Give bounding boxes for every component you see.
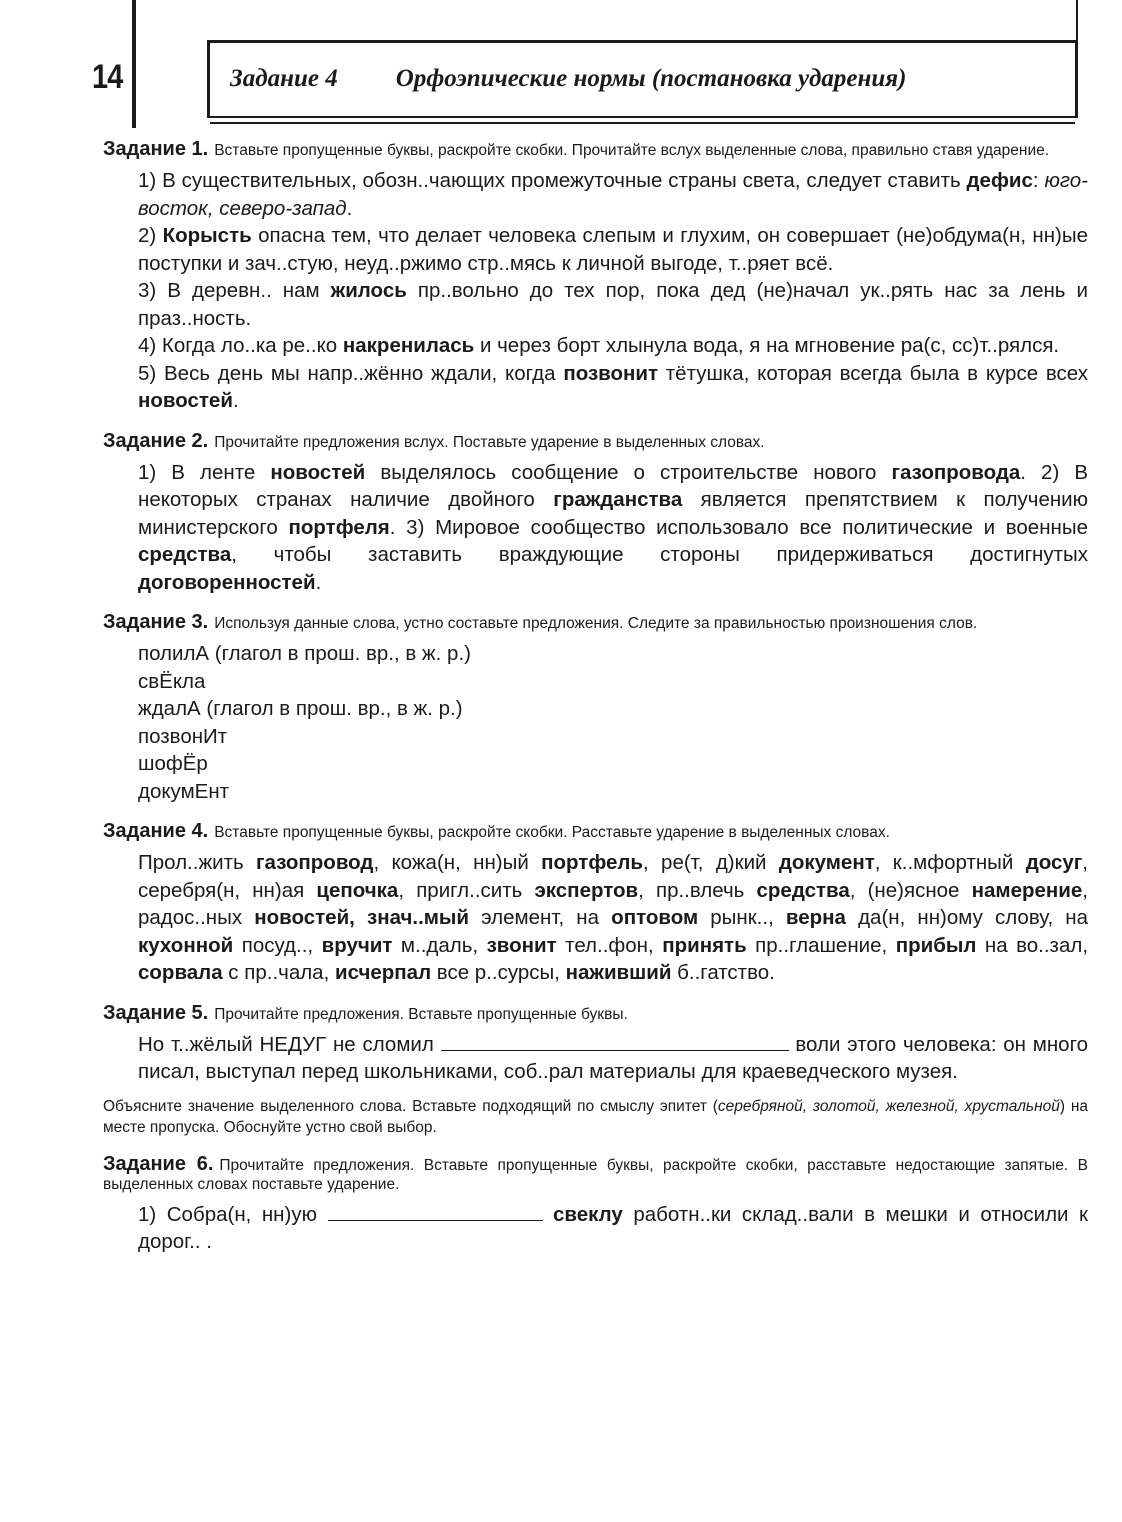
text-run: все р..сурсы, — [431, 961, 566, 984]
emphasized-word: звонит — [486, 933, 557, 957]
text-run: посуд.., — [233, 933, 322, 957]
task-3-word: шофЁр — [138, 752, 208, 775]
emphasized-word: вручит — [321, 933, 393, 957]
text-run: 5) Весь день мы напр..жённо ждали, когда — [138, 361, 564, 385]
task-3-label: Задание 3. — [103, 611, 209, 633]
task-3-word: позвонИт — [138, 724, 228, 748]
task-5-instruction: Прочитайте предложения. Вставьте пропущенные буквы. — [214, 1005, 628, 1023]
emphasized-word: цепочка — [316, 878, 399, 902]
task-3-word: ждалА (глагол в прош. вр., в ж. р.) — [138, 697, 463, 720]
task-3-word-list — [103, 640, 1088, 805]
task-4-text — [138, 849, 1088, 987]
task-2-label: Задание 2. — [103, 429, 209, 452]
task-5-answer-blank[interactable] — [441, 1032, 789, 1051]
task-6-sentence — [138, 1201, 1088, 1256]
task-6-bold-word: свеклу — [553, 1202, 623, 1226]
section-title — [230, 65, 1055, 93]
task-5-note — [103, 1096, 1088, 1138]
task-1-sentence-3 — [138, 277, 1088, 332]
emphasized-word: новостей — [270, 460, 366, 484]
text-run: . 3) Мировое сообщество использовало все политические и военные — [389, 515, 1088, 539]
task-5-sentence-end: воли этого человека: он много писал, выступал перед школьниками, соб..рал материалы для краеведческого музея. — [138, 1032, 1089, 1083]
task-3-word: докумЕнт — [138, 779, 230, 803]
task-1-sentence-2 — [138, 222, 1088, 277]
text-run: элемент, на — [469, 906, 612, 929]
page-content — [103, 140, 1088, 1273]
emphasized-word: новостей — [138, 389, 233, 412]
emphasized-word: исчерпал — [334, 961, 432, 984]
text-run: : — [1032, 169, 1045, 192]
task-4 — [103, 822, 1088, 987]
text-run: м..даль, — [392, 933, 487, 957]
italic-text: юго-восток, северо-запад — [138, 169, 1088, 220]
task-5-heading — [103, 1001, 1088, 1024]
task-4-heading — [103, 822, 1088, 842]
emphasized-word: новостей, знач..мый — [254, 906, 470, 929]
task-5-sentence — [138, 1031, 1088, 1086]
emphasized-word: верна — [785, 906, 846, 929]
emphasized-word: сорвала — [138, 961, 223, 984]
text-run: , пр..влечь — [638, 878, 757, 902]
text-run: , серебря(н, нн)ая — [138, 851, 1088, 902]
emphasized-word: наживший — [565, 961, 672, 984]
task-5-body — [103, 1031, 1088, 1086]
task-2-body — [103, 459, 1088, 597]
task-4-instruction: Вставьте пропущенные буквы, раскройте скобки. Расставьте ударение в выделенных словах. — [214, 824, 890, 841]
task-1-heading — [103, 140, 1088, 160]
emphasized-word: экспертов — [534, 878, 639, 902]
emphasized-word: досуг — [1025, 851, 1083, 874]
emphasized-word: кухонной — [138, 933, 234, 957]
page-number: 14 — [92, 58, 123, 96]
task-6 — [103, 1152, 1089, 1256]
task-2-instruction: Прочитайте предложения вслух. Поставьте ударение в выделенных словах. — [214, 433, 765, 451]
text-run: является препятствием к получению министерского — [138, 488, 1089, 539]
emphasized-word: гражданства — [553, 488, 683, 511]
emphasized-word: газопровода — [891, 460, 1021, 484]
emphasized-word: газопровод — [256, 851, 374, 874]
text-run: , к..мфортный — [874, 851, 1026, 874]
emphasized-word: средства — [138, 543, 232, 566]
text-run: опасна тем, что делает человека слепым и глухим, он совершает (не)обдума(н, нн)ые поступки и зач..стую, неуд..ржимо стр..мясь к личной выгоде, т..ряет всё. — [138, 224, 1088, 275]
text-run: выделялось сообщение о строительстве нового — [365, 460, 892, 484]
task-6-sentence-end: работн..ки склад..вали в мешки и относили к дорог.. . — [138, 1202, 1089, 1253]
task-6-instruction: Прочитайте предложения. Вставьте пропущенные буквы, раскройте скобки, расставьте недостающие запятые. В выделенных словах поставьте ударение. — [103, 1156, 1088, 1193]
text-run: б..гатство. — [671, 961, 775, 984]
text-run: , кожа(н, нн)ый — [373, 851, 542, 874]
text-run: Объясните значение выделенного слова. Вставьте подходящий по смыслу эпитет ( — [103, 1097, 718, 1115]
text-run: да(н, нн)ому слову, на — [845, 906, 1089, 929]
task-1-instruction: Вставьте пропущенные буквы, раскройте скобки. Прочитайте вслух выделенные слова, правильно ставя ударение. — [214, 142, 1050, 159]
emphasized-word: средства — [756, 878, 850, 902]
task-3-heading — [103, 613, 1088, 633]
text-run: с пр..чала, — [222, 961, 335, 984]
section-header — [207, 40, 1078, 118]
text-run: . — [315, 570, 322, 594]
task-1-body — [103, 167, 1088, 415]
text-run: ) на месте пропуска. Обоснуйте устно свой выбор. — [103, 1097, 1089, 1136]
text-run: . 2) В некоторых странах наличие двойного — [138, 460, 1089, 511]
text-run: , (не)ясное — [849, 878, 972, 902]
emphasized-word: накренилась — [342, 334, 475, 357]
task-4-body — [103, 849, 1088, 987]
text-run: , радос..ных — [138, 878, 1088, 929]
emphasized-word: принять — [662, 933, 747, 957]
text-run: 1) В существительных, обозн..чающих промежуточные страны света, следует ставить — [138, 169, 967, 192]
text-run: 1) В ленте — [138, 460, 271, 484]
text-run: пр..вольно до тех пор, пока дед (не)начал ук..рять нас за лень и праз..ность. — [138, 279, 1088, 330]
task-1-sentence-5 — [138, 360, 1088, 415]
text-run: , ре(т, д)кий — [643, 851, 779, 874]
emphasized-word: дефис — [966, 169, 1033, 192]
task-1-label: Задание 1. — [103, 138, 209, 160]
text-run: на во..зал, — [976, 933, 1089, 957]
task-2-text — [138, 459, 1088, 597]
emphasized-word: позвонит — [563, 361, 659, 385]
emphasized-word: портфель — [541, 851, 644, 874]
text-run: . — [346, 196, 353, 220]
task-5 — [103, 1001, 1089, 1138]
header-task-number: Задание 4 — [230, 65, 338, 92]
emphasized-word: прибыл — [895, 933, 977, 957]
emphasized-word: договоренностей — [138, 570, 316, 594]
task-4-label: Задание 4. — [103, 820, 209, 842]
header-title-text: Орфоэпические нормы (постановка ударения) — [395, 65, 907, 92]
task-3-instruction: Используя данные слова, устно составьте предложения. Следите за правильностью произношения слов. — [214, 615, 978, 632]
emphasized-word: документ — [778, 851, 875, 874]
task-1-sentence-1 — [138, 167, 1088, 222]
task-6-sentence-start: 1) Собра(н, нн)ую — [138, 1202, 317, 1226]
emphasized-word: портфеля — [288, 515, 390, 539]
task-3-word: полилА (глагол в прош. вр., в ж. р.) — [138, 642, 471, 665]
text-run: тётушка, которая всегда была в курсе всех — [658, 361, 1088, 385]
text-run: пр..глашение, — [746, 933, 896, 957]
task-6-heading — [103, 1152, 1088, 1194]
task-5-sentence-start: Но т..жёлый НЕДУГ не сломил — [138, 1032, 434, 1056]
text-run: 2) — [138, 224, 163, 247]
header-underline — [210, 122, 1075, 124]
task-6-body — [103, 1201, 1088, 1256]
task-3-word: свЁкла — [138, 669, 206, 693]
task-1 — [103, 140, 1088, 415]
text-run: , пригл..сить — [398, 878, 535, 902]
task-6-label: Задание 6. — [103, 1152, 214, 1175]
margin-rule-left — [132, 0, 136, 128]
task-2 — [103, 429, 1089, 597]
task-1-sentence-4 — [138, 332, 1088, 360]
task-2-heading — [103, 429, 1088, 452]
task-5-label: Задание 5. — [103, 1001, 209, 1024]
emphasized-word: Корысть — [162, 224, 252, 247]
task-3 — [103, 613, 1088, 805]
text-run: тел..фон, — [556, 933, 663, 957]
text-run: 4) Когда ло..ка ре..ко — [138, 334, 343, 357]
italic-text: серебряной, золотой, железной, хрустальной — [717, 1097, 1060, 1115]
text-run: 3) В деревн.. нам — [138, 279, 331, 302]
emphasized-word: намерение — [971, 878, 1083, 902]
text-run: Прол..жить — [138, 851, 257, 874]
text-run: . — [232, 389, 239, 412]
emphasized-word: оптовом — [611, 906, 699, 929]
task-6-answer-blank[interactable] — [328, 1202, 543, 1221]
text-run: рынк.., — [698, 906, 786, 929]
text-run: и через борт хлынула вода, я на мгновение ра(с, сс)т..рялся. — [474, 334, 1060, 357]
emphasized-word: жилось — [330, 279, 407, 302]
text-run: , чтобы заставить враждующие стороны придерживаться достигнутых — [231, 543, 1088, 566]
